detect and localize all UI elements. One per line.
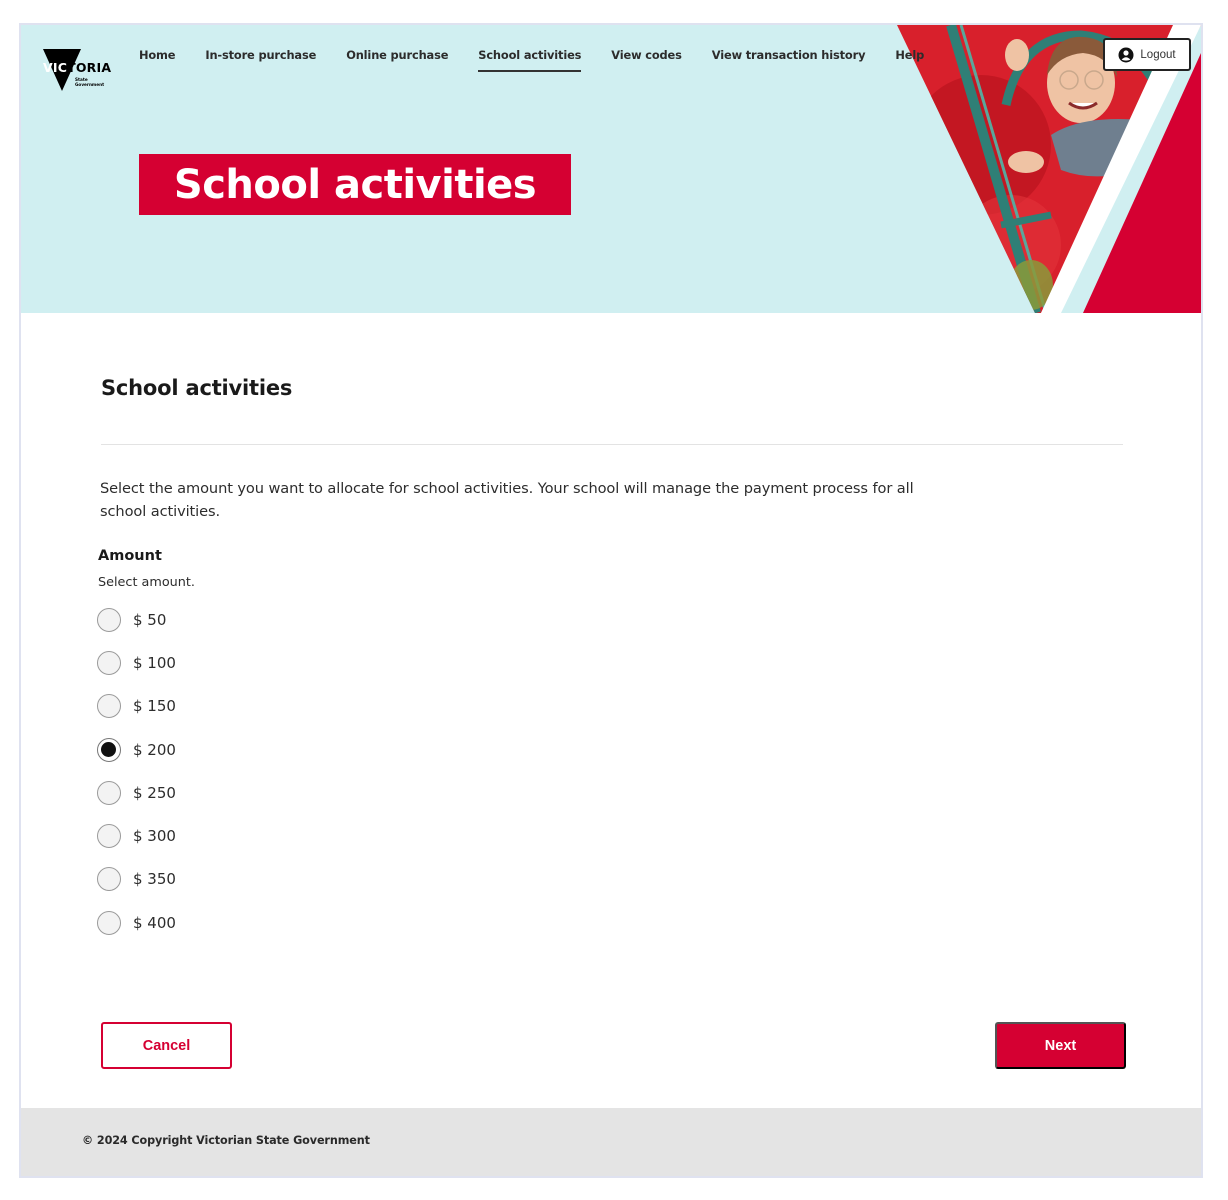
nav-help[interactable]: Help: [895, 48, 925, 62]
logo-word: VICTORIA: [43, 60, 112, 75]
cancel-button[interactable]: Cancel: [101, 1022, 232, 1069]
victoria-state-government-logo[interactable]: [41, 47, 121, 95]
amount-option-400[interactable]: $ 400: [97, 901, 176, 944]
page-frame: [19, 23, 1203, 1178]
amount-radio-group: [97, 598, 176, 944]
amount-option-300[interactable]: $ 300: [97, 814, 176, 857]
user-circle-icon: [1118, 47, 1134, 63]
logout-label: Logout: [1140, 48, 1176, 61]
hero-title: School activities: [139, 154, 571, 215]
nav-online-purchase[interactable]: Online purchase: [346, 48, 449, 62]
nav-view-codes[interactable]: View codes: [611, 48, 682, 62]
radio-button[interactable]: [97, 651, 121, 675]
radio-button[interactable]: [97, 867, 121, 891]
radio-button[interactable]: [97, 608, 121, 632]
main-nav: [139, 48, 954, 72]
amount-option-200[interactable]: $ 200: [97, 728, 176, 771]
radio-button[interactable]: [97, 911, 121, 935]
amount-hint: Select amount.: [98, 575, 195, 590]
logout-button[interactable]: [1103, 38, 1191, 71]
nav-home[interactable]: Home: [139, 48, 176, 62]
logo-sub: State Government: [75, 77, 105, 87]
amount-option-150[interactable]: $ 150: [97, 685, 176, 728]
intro-text: Select the amount you want to allocate for school activities. Your school will manage the payment process for all school activities.: [100, 480, 914, 520]
nav-in-store-purchase[interactable]: In-store purchase: [205, 48, 317, 62]
radio-button[interactable]: [97, 781, 121, 805]
footer-copyright: © 2024 Copyright Victorian State Government: [82, 1134, 370, 1147]
amount-option-250[interactable]: $ 250: [97, 771, 176, 814]
section-divider: [101, 444, 1123, 445]
radio-button-selected[interactable]: [97, 738, 121, 762]
nav-school-activities[interactable]: School activities: [478, 48, 581, 72]
radio-button[interactable]: [97, 824, 121, 848]
amount-option-350[interactable]: $ 350: [97, 858, 176, 901]
section-title: School activities: [101, 376, 293, 400]
nav-view-transaction-history[interactable]: View transaction history: [711, 48, 866, 62]
next-button[interactable]: Next: [995, 1022, 1126, 1069]
hero-header: [21, 25, 1201, 313]
radio-button[interactable]: [97, 694, 121, 718]
amount-option-100[interactable]: $ 100: [97, 641, 176, 684]
footer: [21, 1108, 1201, 1178]
amount-label: Amount: [98, 548, 162, 564]
amount-option-50[interactable]: $ 50: [97, 598, 176, 641]
